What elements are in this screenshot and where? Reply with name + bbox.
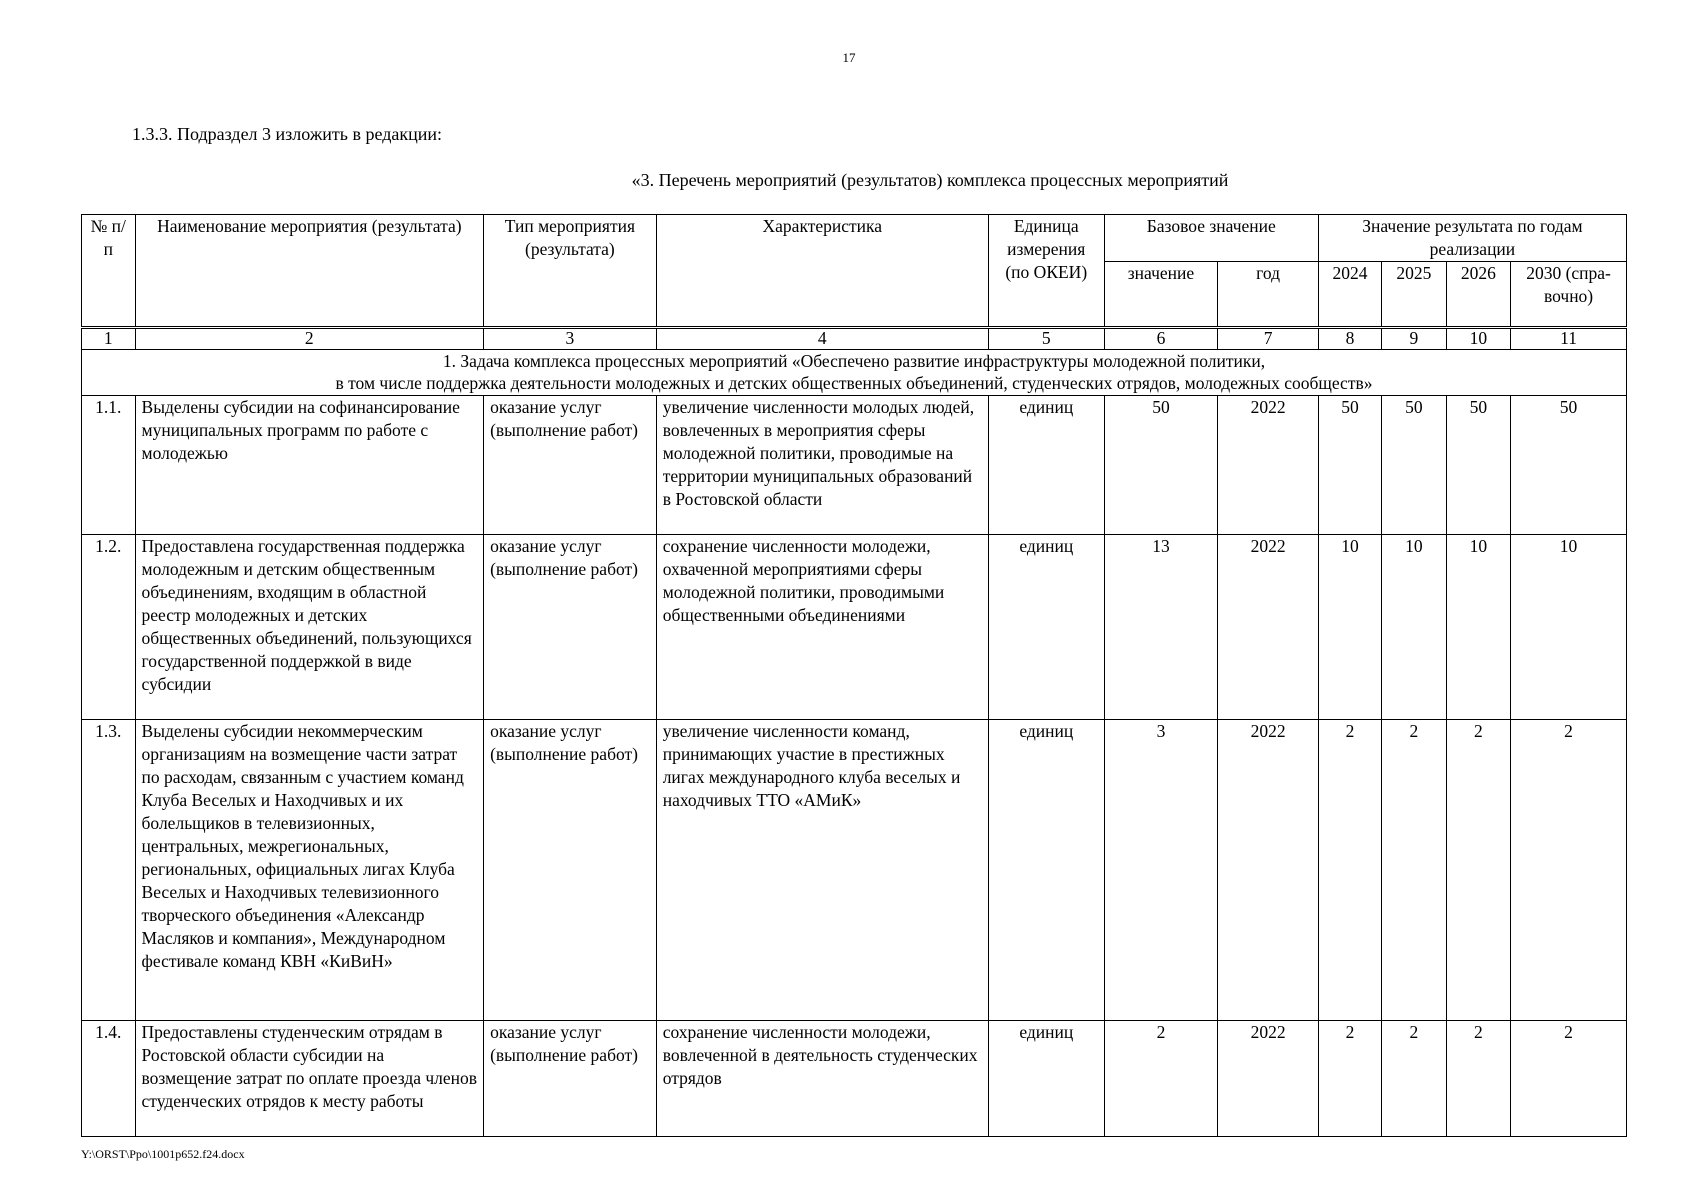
row-num: 1.1. <box>82 396 136 535</box>
row-base-value: 2 <box>1104 1021 1218 1137</box>
column-number: 11 <box>1511 328 1627 350</box>
row-2026: 2 <box>1446 1021 1510 1137</box>
row-2025: 50 <box>1382 396 1446 535</box>
row-unit: единиц <box>988 535 1104 720</box>
row-2024: 10 <box>1318 535 1381 720</box>
column-number: 2 <box>135 328 484 350</box>
row-base-year: 2022 <box>1218 720 1319 1021</box>
row-unit: единиц <box>988 720 1104 1021</box>
header-2024: 2024 <box>1318 262 1381 328</box>
row-2025: 10 <box>1382 535 1446 720</box>
column-number: 9 <box>1382 328 1446 350</box>
header-num: № п/п <box>82 215 136 328</box>
measures-table <box>81 214 1627 1137</box>
table-row <box>82 396 1627 535</box>
row-2024: 2 <box>1318 720 1381 1021</box>
row-base-value: 50 <box>1104 396 1218 535</box>
row-2030: 2 <box>1511 1021 1627 1137</box>
row-type: оказание услуг (выполнение работ) <box>484 396 657 535</box>
header-base: Базовое значение <box>1104 215 1318 262</box>
row-2025: 2 <box>1382 720 1446 1021</box>
row-base-year: 2022 <box>1218 1021 1319 1137</box>
row-unit: единиц <box>988 1021 1104 1137</box>
row-2026: 2 <box>1446 720 1510 1021</box>
column-number: 7 <box>1218 328 1319 350</box>
intro-text: 1.3.3. Подраздел 3 изложить в редакции: <box>132 124 443 144</box>
task-header <box>82 350 1627 396</box>
row-type: оказание услуг (выполнение работ) <box>484 535 657 720</box>
row-num: 1.2. <box>82 535 136 720</box>
column-number: 8 <box>1318 328 1381 350</box>
header-base-year: год <box>1218 262 1319 328</box>
header-2025: 2025 <box>1382 262 1446 328</box>
header-2030: 2030 (спра-вочно) <box>1511 262 1627 328</box>
row-num: 1.3. <box>82 720 136 1021</box>
row-characteristic: увеличение численности молодых людей, вовлеченных в мероприятия сферы молодежной политики, проводимые на территории муниципальных образований в Ростовской области <box>656 396 988 535</box>
row-name: Предоставлена государственная поддержка молодежным и детским общественным объединениям, входящим в областной реестр молодежных и детских общественных объединений, пользующихся государственной поддержкой в виде субсидии <box>135 535 484 720</box>
row-name: Выделены субсидии некоммерческим организациям на возмещение части затрат по расходам, связанным с участием команд Клуба Веселых и Находчивых и их болельщиков в телевизионных, центральных, межрегиональных, региональных, официальных лигах Клуба Веселых и Находчивых телевизионного творческого объединения «Александр Масляков и компания», Международном фестивале команд КВН «КиВиН» <box>135 720 484 1021</box>
header-result: Значение результата по годам реализации <box>1318 215 1626 262</box>
row-2030: 50 <box>1511 396 1627 535</box>
header-2026: 2026 <box>1446 262 1510 328</box>
row-base-year: 2022 <box>1218 396 1319 535</box>
row-name: Выделены субсидии на софинансирование муниципальных программ по работе с молодежью <box>135 396 484 535</box>
row-2025: 2 <box>1382 1021 1446 1137</box>
row-characteristic: сохранение численности молодежи, охваченной мероприятиями сферы молодежной политики, проводимыми общественными объединениями <box>656 535 988 720</box>
table-row <box>82 720 1627 1021</box>
table-row <box>82 1021 1627 1137</box>
header-base-value: значение <box>1104 262 1218 328</box>
row-characteristic: увеличение численности команд, принимающих участие в престижных лигах международного клуба веселых и находчивых ТТО «АМиК» <box>656 720 988 1021</box>
task-line-1: 1. Задача комплекса процессных мероприятий «Обеспечено развитие инфраструктуры молодежной политики, <box>442 351 1266 371</box>
row-2030: 2 <box>1511 720 1627 1021</box>
row-type: оказание услуг (выполнение работ) <box>484 1021 657 1137</box>
task-line-2: в том числе поддержка деятельности молодежных и детских общественных объединений, студенческих отрядов, молодежных сообществ» <box>335 373 1373 393</box>
row-characteristic: сохранение численности молодежи, вовлеченной в деятельность студенческих отрядов <box>656 1021 988 1137</box>
page-number: 17 <box>842 50 856 65</box>
column-number-row <box>82 328 1627 350</box>
column-number: 10 <box>1446 328 1510 350</box>
column-number: 5 <box>988 328 1104 350</box>
header-name: Наименование мероприятия (результата) <box>135 215 484 328</box>
table-row <box>82 535 1627 720</box>
row-2024: 50 <box>1318 396 1381 535</box>
row-name: Предоставлены студенческим отрядам в Ростовской области субсидии на возмещение затрат по оплате проезда членов студенческих отрядов к месту работы <box>135 1021 484 1137</box>
row-unit: единиц <box>988 396 1104 535</box>
header-unit: Единица измерения (по ОКЕИ) <box>988 215 1104 328</box>
header-characteristic: Характеристика <box>656 215 988 328</box>
row-2026: 50 <box>1446 396 1510 535</box>
column-number: 6 <box>1104 328 1218 350</box>
row-type: оказание услуг (выполнение работ) <box>484 720 657 1021</box>
row-base-value: 13 <box>1104 535 1218 720</box>
section-title: «3. Перечень мероприятий (результатов) комплекса процессных мероприятий <box>631 170 1229 190</box>
column-number: 1 <box>82 328 136 350</box>
header-type: Тип мероприятия (результата) <box>484 215 657 328</box>
row-num: 1.4. <box>82 1021 136 1137</box>
row-2026: 10 <box>1446 535 1510 720</box>
column-number: 4 <box>656 328 988 350</box>
row-base-value: 3 <box>1104 720 1218 1021</box>
row-2024: 2 <box>1318 1021 1381 1137</box>
file-path-footer: Y:\ORST\Ppo\1001p652.f24.docx <box>81 1147 245 1161</box>
row-2030: 10 <box>1511 535 1627 720</box>
column-number: 3 <box>484 328 657 350</box>
row-base-year: 2022 <box>1218 535 1319 720</box>
